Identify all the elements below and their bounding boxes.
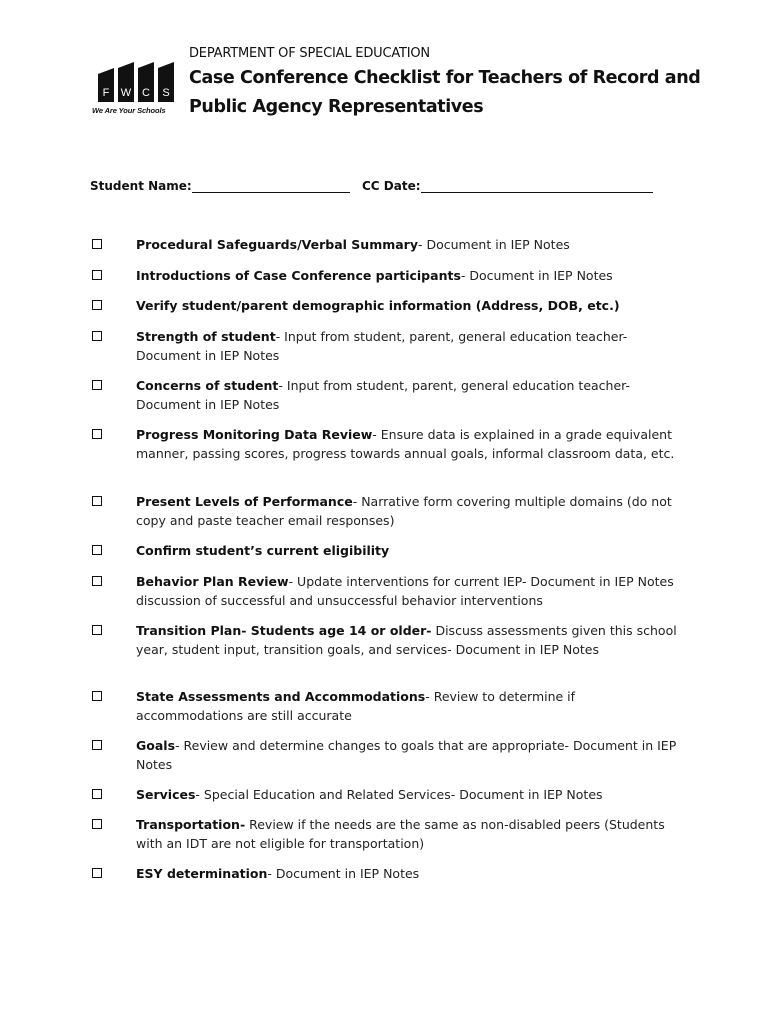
checklist-item-text (136, 377, 684, 414)
checklist-item-note: - Special Education and Related Services- Document in IEP Notes (195, 787, 603, 802)
checkbox[interactable] (92, 819, 102, 829)
checklist-item-note: - Ensure data is explained in a grade equivalent manner, passing scores, progress towards annual goals, informal classroom data, etc. (136, 427, 675, 461)
cc-date-label: CC Date: (362, 179, 421, 193)
checklist-item-title: Verify student/parent demographic information (Address, DOB, etc.) (136, 298, 620, 313)
cc-date-input-line[interactable] (421, 178, 653, 193)
checkbox[interactable] (92, 270, 102, 280)
checklist-item-text (136, 816, 684, 853)
checkbox[interactable] (92, 545, 102, 555)
checkbox[interactable] (92, 868, 102, 878)
checklist-item-title: Transportation- (136, 817, 246, 832)
checklist-item-text (136, 426, 684, 463)
checklist-item-text (136, 542, 684, 561)
checklist-item-note: - Narrative form covering multiple domains (do not copy and paste teacher email responses) (136, 494, 672, 528)
fwcs-logo (92, 62, 182, 118)
checklist-item-title: Behavior Plan Review (136, 574, 289, 589)
checkbox[interactable] (92, 576, 102, 586)
student-name-label: Student Name: (90, 179, 192, 193)
checklist-item-note: - Review and determine changes to goals that are appropriate- Document in IEP Notes (136, 738, 677, 772)
checklist-item-text (136, 737, 684, 774)
checklist-item-note: - Review to determine if accommodations are still accurate (136, 689, 576, 723)
checklist-item-title: Transition Plan- Students age 14 or older- (136, 623, 432, 638)
checkbox[interactable] (92, 625, 102, 635)
checklist-item-title: Strength of student (136, 329, 276, 344)
checklist-item-title: Progress Monitoring Data Review (136, 427, 373, 442)
logo-letter: F (102, 87, 110, 99)
title-line: Case Conference Checklist for Teachers of Record and (189, 68, 701, 88)
checkbox[interactable] (92, 691, 102, 701)
checklist-item-title: Procedural Safeguards/Verbal Summary (136, 237, 418, 252)
checklist-item-title: ESY determination (136, 866, 268, 881)
checklist-item-text (136, 865, 684, 884)
checklist-item-note: - Input from student, parent, general education teacher- Document in IEP Notes (136, 329, 628, 363)
checklist-item-note: - Update interventions for current IEP- Document in IEP Notes discussion of successful and unsuccessful behavior interventions (136, 574, 674, 608)
checklist-item-note: Review if the needs are the same as non-disabled peers (Students with an IDT are not eligible for transportation) (136, 817, 665, 851)
checkbox[interactable] (92, 300, 102, 310)
checklist-item-note: Discuss assessments given this school year, student input, transition goals, and services- Document in IEP Notes (136, 623, 677, 657)
checkbox[interactable] (92, 331, 102, 341)
checklist-item-text (136, 688, 684, 725)
checklist-item-note: - Document in IEP Notes (267, 866, 420, 881)
checklist-item-note: - Input from student, parent, general education teacher- Document in IEP Notes (136, 378, 631, 412)
checkbox[interactable] (92, 429, 102, 439)
checklist-item-text (136, 573, 684, 610)
checkbox[interactable] (92, 239, 102, 249)
logo-letter: W (120, 87, 132, 99)
checklist-item-text (136, 493, 684, 530)
checkbox[interactable] (92, 789, 102, 799)
checklist-item-title: Present Levels of Performance (136, 494, 353, 509)
checklist-item-note: - Document in IEP Notes (418, 237, 570, 252)
checklist-item-text (136, 786, 684, 805)
department-heading: DEPARTMENT OF SPECIAL EDUCATION (189, 46, 430, 61)
logo-letter: C (142, 87, 150, 99)
logo-tagline: We Are Your Schools (92, 106, 166, 115)
checklist-item-text (136, 267, 684, 286)
checklist-item-text (136, 297, 684, 316)
checklist-item-text (136, 622, 684, 659)
checklist-item-text (136, 236, 684, 255)
checklist-item-title: Introductions of Case Conference participants (136, 268, 461, 283)
checklist-item-title: Concerns of student (136, 378, 279, 393)
logo-letter: S (162, 87, 170, 99)
title-line: Public Agency Representatives (189, 97, 484, 117)
checklist-item-title: Services (136, 787, 196, 802)
student-name-input-line[interactable] (192, 178, 350, 193)
checklist-item-note: - Document in IEP Notes (460, 268, 613, 283)
checklist-item-title: State Assessments and Accommodations (136, 689, 426, 704)
cc-date-field (362, 178, 653, 193)
checklist-item-text (136, 328, 684, 365)
checklist-item-title: Goals (136, 738, 176, 753)
checkbox[interactable] (92, 740, 102, 750)
checkbox[interactable] (92, 496, 102, 506)
page-title (189, 64, 709, 122)
checkbox[interactable] (92, 380, 102, 390)
fwcs-logo-mark (96, 62, 178, 102)
checklist-item-title: Confirm student’s current eligibility (136, 543, 390, 558)
student-name-field (90, 178, 350, 193)
